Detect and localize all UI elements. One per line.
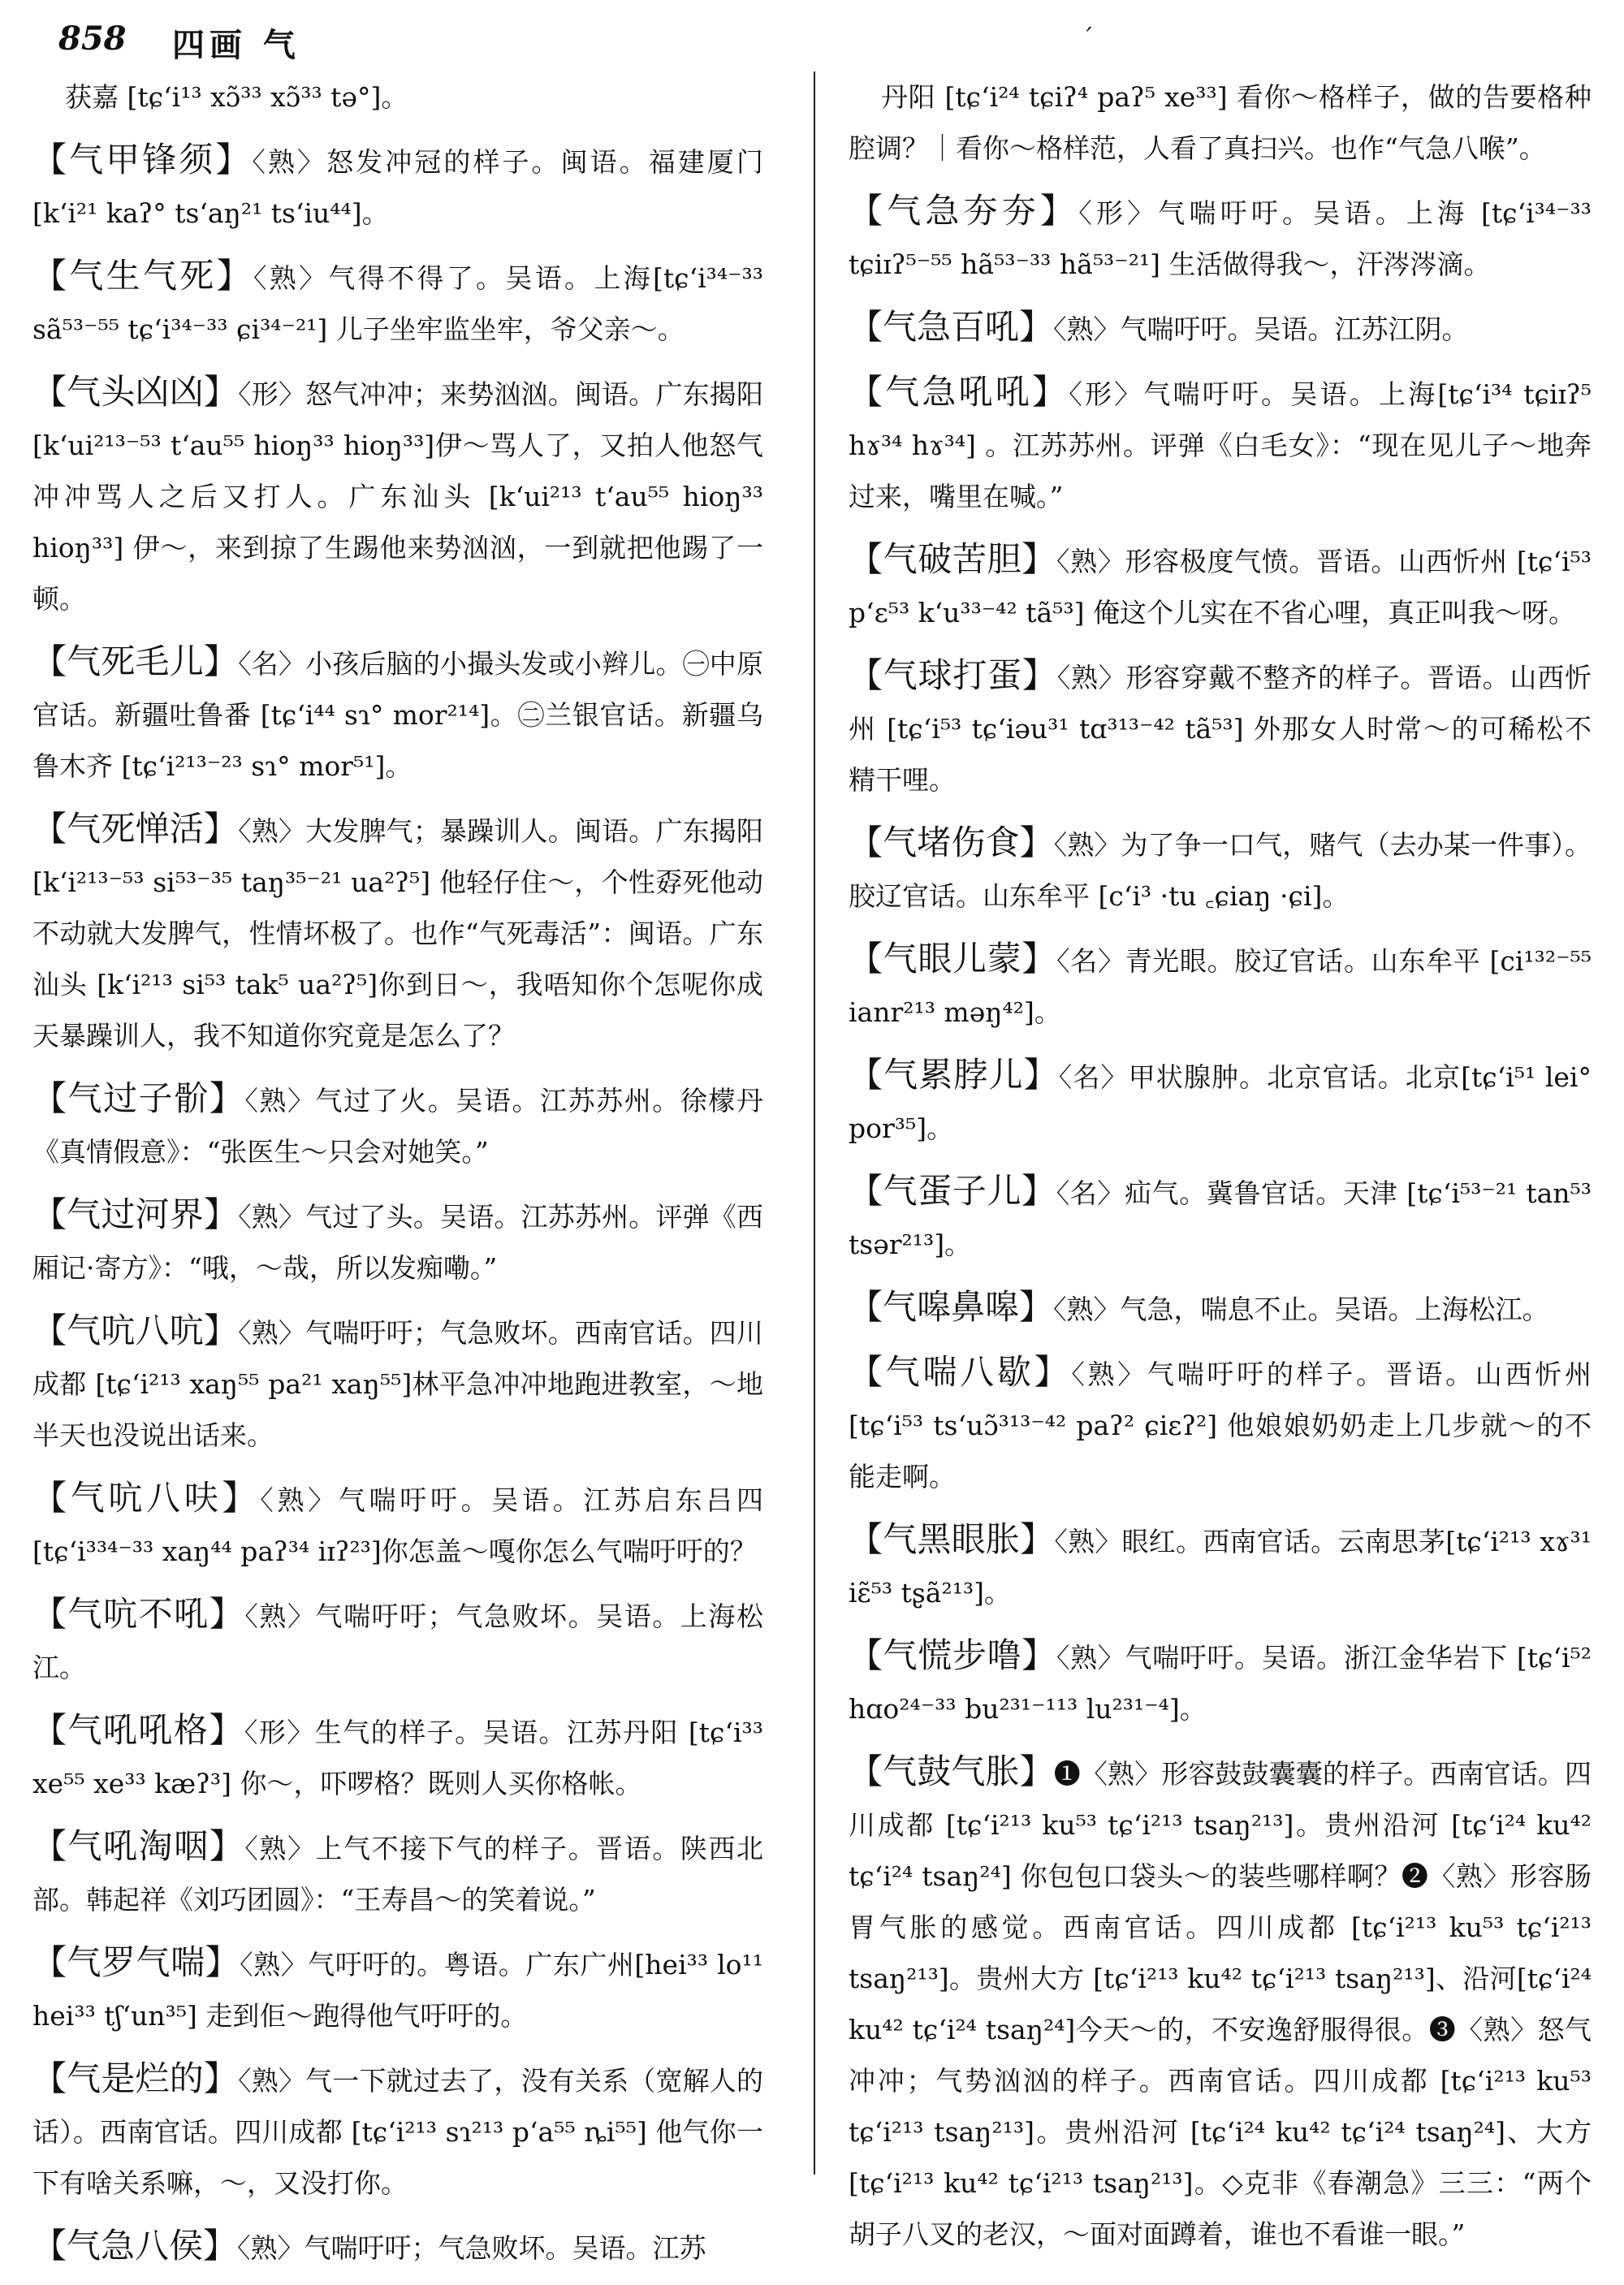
dictionary-entry: [32, 366, 763, 624]
entry-headword: 【气急百吼】: [849, 307, 1054, 347]
dictionary-entry: [849, 1746, 1592, 2260]
dictionary-entry: [32, 1073, 763, 1177]
dictionary-entry: [849, 933, 1592, 1038]
entry-text: 〈熟〉上气不接下气的样子。晋语。陕西北部。韩起祥《刘巧团圆》：“王寿昌～的笑着说。”: [32, 1833, 763, 1916]
entry-headword: 【气堵伤食】: [849, 823, 1054, 862]
entry-headword: 【气过子骱】: [32, 1078, 245, 1118]
entry-headword: 【气喘八歇】: [849, 1352, 1072, 1392]
entry-text: 〈熟〉气过了火。吴语。江苏苏州。徐檬丹《真情假意》：“张医生～只会对她笑。”: [32, 1085, 763, 1168]
column-divider: [814, 71, 815, 2175]
entry-text: 〈名〉疝气。冀鲁官话。天津 [tɕʻi⁵³⁻²¹ tan⁵³ tsər²¹³]。: [849, 1177, 1592, 1260]
dictionary-entry: [849, 301, 1592, 355]
entry-headword: 【气慌步噜】: [849, 1635, 1056, 1675]
left-column: [32, 71, 763, 2285]
entry-headword: 【气鼓气胀】: [849, 1752, 1054, 1791]
dictionary-entry: [32, 1588, 763, 1693]
entry-headword: 【气破苦胆】: [849, 539, 1056, 579]
entry-text: 〈名〉青光眼。胶辽官话。山东牟平 [ci¹³²⁻⁵⁵ ianr²¹³ məŋ⁴²]。: [849, 945, 1592, 1028]
entry-headword: 【气过河界】: [32, 1194, 239, 1234]
dictionary-entry: [849, 1281, 1592, 1335]
entry-text: 〈熟〉气喘吁吁。吴语。江苏启东吕四 [tɕʻi³³⁴⁻³³ xaŋ⁴⁴ paʔ³⁴ iɪʔ²³]你怎盖～嘎你怎么气喘吁吁的？: [32, 1484, 763, 1567]
dictionary-entry: [32, 1704, 763, 1809]
dictionary-entry: [849, 1514, 1592, 1618]
dictionary-entry: [32, 1472, 763, 1577]
entry-text: 〈熟〉气吁吁的。粤语。广东广州[hei³³ lo¹¹ hei³³ tʃʻun³⁵] 走到佢～跑得他气吁吁的。: [32, 1949, 763, 2032]
entry-text: 〈名〉小孩后脑的小撮头发或小辫儿。㊀中原官话。新疆吐鲁番 [tɕʻi⁴⁴ sɿ° mor²¹⁴]。㊁兰银官话。新疆乌鲁木齐 [tɕʻi²¹³⁻²³ sɿ° mor⁵¹]。: [32, 648, 763, 782]
dictionary-entry: [32, 1937, 763, 2041]
entry-text: 〈熟〉形容穿戴不整齐的样子。晋语。山西忻州 [tɕʻi⁵³ tɕʻiəu³¹ tɑ³¹³⁻⁴² tã⁵³] 外那女人时常～的可稀松不精干哩。: [849, 662, 1592, 796]
section-title: 四画 气: [172, 26, 300, 64]
entry-text: 〈熟〉气急，喘息不止。吴语。上海松江。: [1053, 1294, 1549, 1325]
dictionary-entry: [849, 1346, 1592, 1502]
dictionary-entry: [32, 1305, 763, 1461]
entry-text: 〈名〉甲状腺肿。北京官话。北京[tɕʻi⁵¹ lei° por³⁵]。: [849, 1061, 1592, 1144]
entry-headword: 【气球打蛋】: [849, 655, 1057, 695]
entry-headword: 【气是烂的】: [32, 2058, 239, 2098]
dictionary-entry: [849, 1630, 1592, 1734]
entry-text: 〈熟〉为了争一口气，赌气（去办某一件事）。胶辽官话。山东牟平 [cʻi³ ·tu ꜀ɕiaŋ ·ɕi]。: [849, 829, 1592, 912]
entry-headword: 【气罗气喘】: [32, 1942, 240, 1982]
entry-text: 〈熟〉气喘吁吁；气急败坏。吴语。江苏: [237, 2232, 706, 2264]
dictionary-entry: [849, 1165, 1592, 1270]
entry-text: 〈形〉生气的样子。吴语。江苏丹阳 [tɕʻi³³ xe⁵⁵ xe³³ kæʔ³] 你～，吓啰格？既则人买你格帐。: [32, 1717, 763, 1799]
entry-headword: 【气头凶凶】: [32, 372, 239, 412]
entry-text: 丹阳 [tɕʻi²⁴ tɕiʔ⁴ paʔ⁵ xe³³] 看你～格样子，做的告要格种腔调？｜看你～格样范，人看了真扫兴。也作“气急八喉”。: [849, 81, 1592, 164]
dictionary-entry: [849, 366, 1592, 522]
entry-text: 〈熟〉气一下就过去了，没有关系（宽解人的话）。西南官话。四川成都 [tɕʻi²¹³ sɿ²¹³ pʻa⁵⁵ ȵi⁵⁵] 他气你一下有啥关系嘛，～，又没打你。: [32, 2065, 763, 2199]
dictionary-entry: [32, 2053, 763, 2209]
entry-text: 〈熟〉气喘吁吁的样子。晋语。山西忻州 [tɕʻi⁵³ tsʻuɔ̃³¹³⁻⁴² paʔ² ɕiɛʔ²] 他娘娘奶奶走上几步就～的不能走啊。: [849, 1358, 1592, 1492]
entry-headword: 【气吭八呋】: [32, 1478, 261, 1518]
entry-text: 〈熟〉气喘吁吁；气急败坏。吴语。上海松江。: [32, 1600, 763, 1683]
entry-text: 〈熟〉气喘吁吁。吴语。浙江金华岩下 [tɕʻi⁵² hɑo²⁴⁻³³ bu²³¹⁻¹¹³ lu²³¹⁻⁴]。: [849, 1642, 1592, 1725]
page-number: 858: [58, 19, 127, 58]
entry-headword: 【气死毛儿】: [32, 641, 239, 681]
dictionary-entry: [849, 1049, 1592, 1154]
dictionary-entry: [849, 817, 1592, 922]
entry-text: 〈熟〉形容极度气愤。晋语。山西忻州 [tɕʻi⁵³ pʻɛ⁵³ kʻu³³⁻⁴² tã⁵³] 俺这个儿实在不省心哩，真正叫我～呀。: [849, 546, 1592, 628]
entry-headword: 【气甲锋须】: [32, 140, 253, 179]
dictionary-entry: [32, 803, 763, 1061]
dictionary-entry: [32, 2220, 763, 2274]
entry-text: 〈熟〉气喘吁吁；气急败坏。西南官话。四川成都 [tɕʻi²¹³ xaŋ⁵⁵ pa²¹ xaŋ⁵⁵]林平急冲冲地跑进教室，～地半天也没说出话来。: [32, 1317, 763, 1451]
entry-headword: 【气急八侯】: [32, 2226, 238, 2266]
entry-headword: 【气急吼吼】: [849, 372, 1069, 412]
entry-headword: 【气吼淘咽】: [32, 1826, 245, 1866]
entry-text: 〈形〉气喘吁吁。吴语。上海 [tɕʻi³⁴⁻³³ tɕiɪʔ⁵⁻⁵⁵ hã⁵³⁻³³ hã⁵³⁻²¹] 生活做得我～，汗涔涔滴。: [849, 197, 1592, 280]
entry-text: 〈熟〉气过了头。吴语。江苏苏州。评弹《西厢记·寄方》：“哦，～哉，所以发痴嘞。”: [32, 1201, 763, 1284]
entry-headword: 【气吭不吼】: [32, 1594, 245, 1634]
dictionary-entry: [32, 1189, 763, 1294]
entry-text: 〈熟〉大发脾气；暴躁训人。闽语。广东揭阳 [kʻi²¹³⁻⁵³ si⁵³⁻³⁵ taŋ³⁵⁻²¹ ua²ʔ⁵] 他轻仔住～，个性孬死他动不动就大发脾气，性情坏极了。也作“气死毒活”：闽语。广东汕头 [kʻi²¹³ si⁵³ tak⁵ ua²ʔ⁵]你到日～，我唔知你个怎呢你成天暴躁训人，我不知道你究竟是怎么了？: [32, 815, 763, 1052]
entry-continuation: [32, 71, 763, 123]
dictionary-entry: [32, 250, 763, 355]
entry-headword: 【气黑眼胀】: [849, 1519, 1055, 1559]
dictionary-entry: [849, 533, 1592, 638]
dictionary-entry: [32, 636, 763, 792]
entry-text: 〈熟〉气得不得了。吴语。上海[tɕʻi³⁴⁻³³ sã⁵³⁻⁵⁵ tɕʻi³⁴⁻³³ ɕi³⁴⁻²¹] 儿子坐牢监坐牢，爷父亲～。: [32, 262, 763, 345]
page-header: [58, 19, 1601, 68]
entry-headword: 【气蛋子儿】: [849, 1171, 1056, 1211]
tick-mark: ˊ: [1082, 24, 1094, 53]
entry-text: 〈熟〉气喘吁吁。吴语。江苏江阴。: [1053, 313, 1469, 345]
dictionary-entry: [849, 650, 1592, 806]
dictionary-entry: [32, 134, 763, 239]
entry-headword: 【气吼吼格】: [32, 1710, 244, 1750]
dictionary-entry: [849, 185, 1592, 290]
entry-text: 〈熟〉怒发冲冠的样子。闽语。福建厦门 [kʻi²¹ kaʔ° tsʻaŋ²¹ tsʻiu⁴⁴]。: [32, 146, 763, 229]
entry-headword: 【气累脖儿】: [849, 1055, 1059, 1095]
dictionary-entry: [32, 1821, 763, 1925]
entry-headword: 【气眼儿蒙】: [849, 939, 1057, 978]
entry-headword: 【气嗥鼻嗥】: [849, 1287, 1054, 1327]
entry-text: 〈形〉怒气冲冲；来势汹汹。闽语。广东揭阳[kʻui²¹³⁻⁵³ tʻau⁵⁵ hioŋ³³ hioŋ³³]伊～骂人了，又拍人他怒气冲冲骂人之后又打人。广东汕头 [kʻui²¹³ tʻau⁵⁵ hioŋ³³ hioŋ³³] 伊～，来到掠了生踢他来势汹汹，一到就把他踢了一顿。: [32, 378, 763, 615]
entry-text: 〈形〉气喘吁吁。吴语。上海[tɕʻi³⁴ tɕiɪʔ⁵ hɤ³⁴ hɤ³⁴] 。江苏苏州。评弹《白毛女》：“现在见儿子～地奔过来，嘴里在喊。”: [849, 378, 1592, 512]
entry-text: ❶〈熟〉形容鼓鼓囊囊的样子。西南官话。四川成都 [tɕʻi²¹³ ku⁵³ tɕʻi²¹³ tsaŋ²¹³]。贵州沿河 [tɕʻi²⁴ ku⁴² tɕʻi²⁴ tsaŋ²⁴] 你包包口袋头～的装些哪样啊？❷〈熟〉形容肠胃气胀的感觉。西南官话。四川成都 [tɕʻi²¹³ ku⁵³ tɕʻi²¹³ tsaŋ²¹³]。贵州大方 [tɕʻi²¹³ ku⁴² tɕʻi²¹³ tsaŋ²¹³]、沿河[tɕʻi²⁴ ku⁴² tɕʻi²⁴ tsaŋ²⁴]今天～的，不安逸舒服得很。❸〈熟〉怒气冲冲；气势汹汹的样子。西南官话。四川成都 [tɕʻi²¹³ ku⁵³ tɕʻi²¹³ tsaŋ²¹³]。贵州沿河 [tɕʻi²⁴ ku⁴² tɕʻi²⁴ tsaŋ²⁴]、大方[tɕʻi²¹³ ku⁴² tɕʻi²¹³ tsaŋ²¹³]。◇克非《春潮急》三三：“两个胡子八叉的老汉，～面对面蹲着，谁也不看谁一眼。”: [849, 1758, 1592, 2250]
entry-continuation: [849, 71, 1592, 174]
entry-headword: 【气吭八吭】: [32, 1311, 239, 1350]
entry-headword: 【气急夯夯】: [849, 191, 1079, 231]
entry-headword: 【气死惮活】: [32, 809, 239, 849]
entry-text: 获嘉 [tɕʻi¹³ xɔ̃³³ xɔ̃³³ tə°]。: [65, 81, 408, 113]
entry-text: 〈熟〉眼红。西南官话。云南思茅[tɕʻi²¹³ xɤ³¹ iɛ̃⁵³ tʂã²¹³]。: [849, 1526, 1592, 1609]
entry-headword: 【气生气死】: [32, 256, 253, 296]
right-column: [849, 71, 1592, 2271]
